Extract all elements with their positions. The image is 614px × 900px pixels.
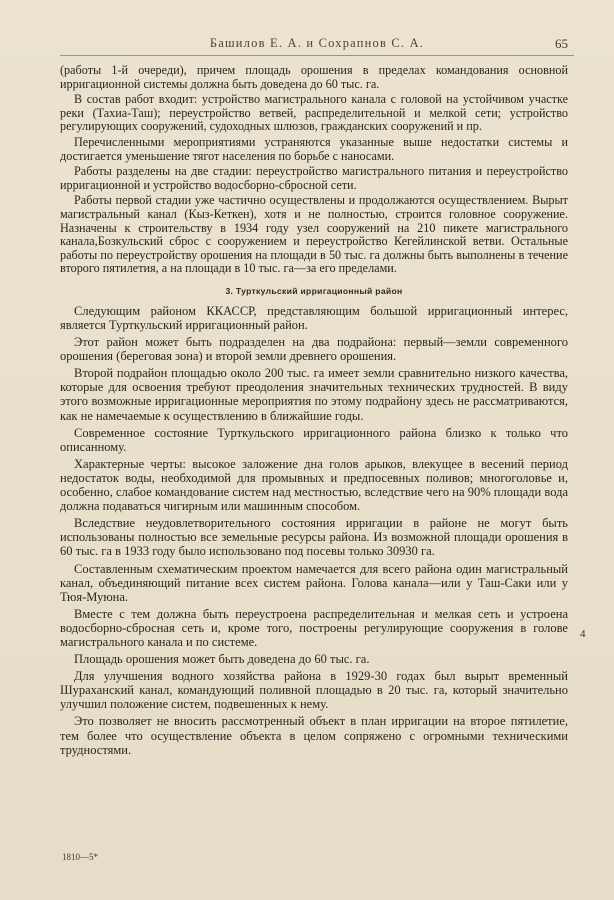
paragraph: (работы 1-й очереди), причем площадь орошения в пределах командования основной ирригационной системы должна быть доведена до 60 тыс. га. bbox=[60, 63, 568, 91]
paragraph: Вместе с тем должна быть переустроена распределительная и мелкая сеть и устроена водосборно-сбросная сеть и, кроме того, построены регулирующие сооружения в голове магистрального канала и по системе. bbox=[60, 606, 568, 649]
paragraph: Следующим районом ККАССР, представляющим большой ирригационный интерес, является Турткульский ирригационный район. bbox=[60, 303, 568, 332]
paragraph: Это позволяет не вносить рассмотренный объект в план ирригации на второе пятилетие, тем более что осуществление объекта в целом сопряжено с огромными техническими трудностями. bbox=[60, 714, 568, 757]
paragraph: Площадь орошения может быть доведена до 60 тыс. га. bbox=[74, 652, 370, 667]
paragraph: Перечисленными мероприятиями устраняются указанные выше недостатки системы и достигается уменьшение тягот населения по борьбе с наносами. bbox=[60, 134, 568, 163]
margin-mark: 4 bbox=[580, 628, 586, 640]
main-text bbox=[60, 64, 568, 760]
paragraph: В состав работ входит: устройство магистрального канала с головой на устойчивом участке реки (Тахиа-Таш); переустройство ветвей, распределительной и мелкой сети; устройство регулирующих сооружений, судоходных шлюзов, гражданских сооружений и пр. bbox=[60, 92, 568, 134]
section-body bbox=[60, 304, 568, 757]
paragraph: Характерные черты: высокое заложение дна голов арыков, влекущее в весений период недостаток воды, необходимой для промывных и предпосевных поливов; многоголовье и, особенно, слабое командование систем над местностью, вследствие чего на 90% площади вода должна подаваться чигирным или машинным способом. bbox=[60, 456, 568, 514]
header-authors: Башилов Е. А. и Сохрапнов С. А. bbox=[209, 36, 425, 50]
paragraph: Этот район может быть подразделен на два подрайона: первый—земли современного орошения (береговая зона) и второй земли древнего орошения. bbox=[60, 335, 568, 364]
page-number: 65 bbox=[555, 36, 568, 51]
paragraph: Современное состояние Турткульского ирригационного района близко к только что описанному. bbox=[60, 425, 568, 454]
paragraph: Вследствие неудовлетворительного состояния ирригации в районе не могут быть использованы полностью все земельные ресурсы района. Из возможной площади орошения в 60 тыс. га в 1933 году было использовано под посевы только 30930 га. bbox=[60, 516, 568, 559]
paragraph: Второй подрайон площадью около 200 тыс. га имеет земли сравнительно низкого качества, которые для освоения требуют преодоления значительных технических трудностей. В виду этого возможные ирригационные мероприятия по этому подрайону здесь не рассматриваются, как не намечаемые к осуществлению в ближайшие годы. bbox=[60, 366, 568, 423]
header-rule bbox=[60, 55, 574, 56]
running-header bbox=[60, 36, 574, 56]
paragraph: Работы разделены на две стадии: переустройство магистрального питания и переустройство ирригационной и устройство водосборно-сбросной сети. bbox=[60, 164, 568, 192]
paragraph: Для улучшения водного хозяйства района в 1929-30 годах был вырыт временный Шураханский канал, командующий поливной площадью в 20 тыс. га, который значительно улучшил положение систем, подвешенных к нему. bbox=[60, 669, 568, 712]
paragraph: Составленным схематическим проектом намечается для всего района один магистральный канал, объединяющий питание всех систем района. Голова канала—или у Таш-Саки или у Тюя-Муюна. bbox=[60, 561, 568, 604]
printer-signature: 1810—5* bbox=[62, 852, 98, 862]
paragraph: Работы первой стадии уже частично осуществлены и продолжаются осуществлением. Вырыт магистральный канал (Кыз-Кеткен), хотя и не полностью, строится головное сооружение. Назначены к строительству в 1934 году узел сооружений на 210 пикете магистрального канала,Бозкульский сброс с сооружением и переустройство Кегейлинской ветви. Остальные работы по переустройству орошения на площади в 50 тыс. га должны быть выполнены в течение второго пятилетия, а на площади в 10 тыс. га—за его пределами. bbox=[60, 193, 568, 276]
section-heading: 3. Турткульский ирригационный район bbox=[225, 285, 403, 296]
